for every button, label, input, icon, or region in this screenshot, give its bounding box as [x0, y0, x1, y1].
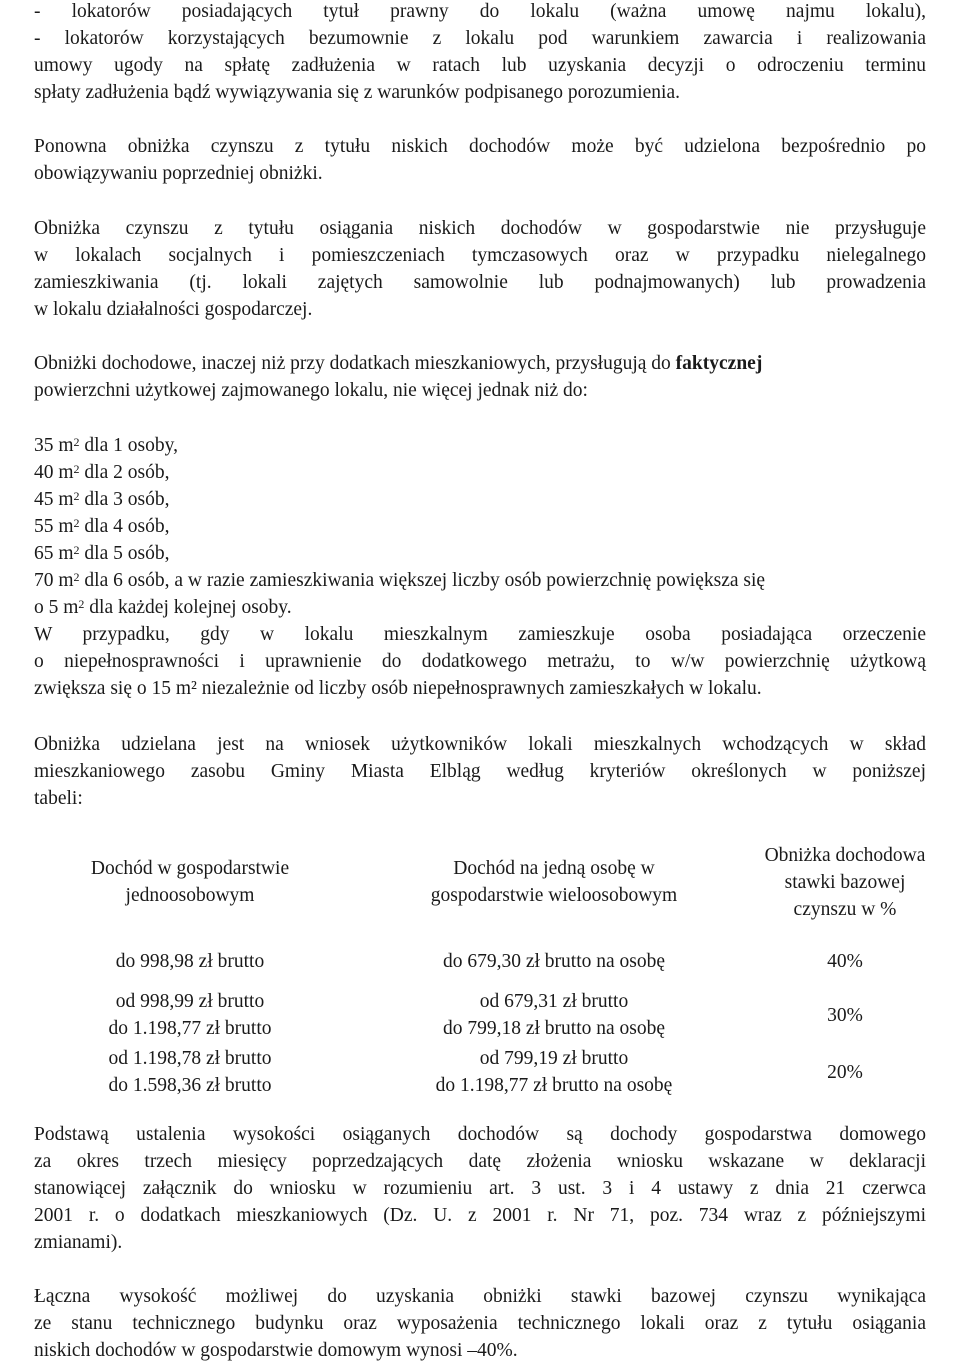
table-cell: 40% — [827, 950, 863, 972]
paragraph-2-line-1: Ponowna obniżka czynszu z tytułu niskich dochodów może być udzielona bezpośrednio po — [34, 136, 926, 157]
paragraph-6-line-2: mieszkaniowego zasobu Gminy Miasta Elbląg według kryteriów określonych w poniższej — [34, 761, 926, 782]
superscript-2: 2 — [73, 516, 80, 530]
area-list-item — [34, 540, 926, 567]
paragraph-5-line-1: W przypadku, gdy w lokalu mieszkalnym zamieszkuje osoba posiadająca orzeczenie — [34, 624, 926, 645]
superscript-2: 2 — [73, 462, 80, 476]
area-value: o 5 m — [34, 597, 79, 618]
area-persons: dla 1 osoby, — [79, 435, 178, 456]
paragraph-7-line-1: Podstawą ustalenia wysokości osiąganych dochodów są dochody gospodarstwa domowego — [34, 1124, 926, 1145]
paragraph-7-line-4: 2001 r. o dodatkach mieszkaniowych (Dz. U. z 2001 r. Nr 71, poz. 734 wraz z późniejszymi — [34, 1205, 926, 1226]
area-value: 65 m — [34, 543, 74, 564]
table-row — [34, 986, 928, 1044]
cell-text: od 998,99 zł brutto — [115, 991, 265, 1012]
paragraph-6-line-3: tabeli: — [34, 788, 83, 809]
table-row — [34, 1044, 928, 1100]
table-cell: do 679,30 zł brutto na osobę — [442, 950, 666, 972]
area-persons: dla 6 osób, a w razie zamieszkiwania większej liczby osób powierzchnię powiększa się — [79, 570, 766, 591]
table-header-row — [34, 828, 928, 936]
paragraph-5-line-3: zwiększa się o 15 m² niezależnie od liczby osób niepełnosprawnych zamieszkałych w lokalu. — [34, 678, 762, 699]
superscript-2: 2 — [73, 489, 80, 503]
paragraph-4-text: Obniżki dochodowe, inaczej niż przy dodatkach mieszkaniowych, przysługują do — [34, 353, 671, 374]
cell-text: do 1.598,36 zł brutto — [108, 1075, 272, 1096]
area-value: 40 m — [34, 462, 74, 483]
table-cell — [346, 1044, 762, 1100]
paragraph-1-line-4: spłaty zadłużenia bądź wywiązywania się z warunków podpisanego porozumienia. — [34, 82, 680, 103]
cell-text: do 1.198,77 zł brutto — [108, 1018, 272, 1039]
area-value: 70 m — [34, 570, 74, 591]
paragraph-1-line-1: - lokatorów posiadających tytuł prawny do lokalu (ważna umowę najmu lokalu), — [34, 1, 926, 22]
header-text: czynszu w % — [793, 898, 897, 920]
area-persons: dla każdej kolejnej osoby. — [84, 597, 292, 618]
area-list-item — [34, 459, 926, 486]
paragraph-8-line-1: Łączna wysokość możliwej do uzyskania obniżki stawki bazowej czynszu wynikająca — [34, 1286, 926, 1307]
paragraph-5-line-2: o niepełnosprawności i uprawnienie do dodatkowego metrażu, to w/w powierzchnię użytkową — [34, 651, 926, 672]
paragraph-1-line-2: - lokatorów korzystających bezumownie z lokalu pod warunkiem zawarcia i realizowania — [34, 28, 926, 49]
paragraph-4-line-2: powierzchni użytkowej zajmowanego lokalu, nie więcej jednak niż do: — [34, 380, 588, 401]
area-list-item — [34, 513, 926, 540]
superscript-2: 2 — [73, 543, 80, 557]
paragraph-3-line-1: Obniżka czynszu z tytułu osiągania niskich dochodów w gospodarstwie nie przysługuje — [34, 218, 926, 239]
area-persons: dla 4 osób, — [79, 516, 170, 537]
discount-table — [34, 828, 928, 1100]
header-discount-percent — [762, 828, 928, 936]
header-single-household — [34, 828, 346, 936]
paragraph-6-line-1: Obniżka udzielana jest na wniosek użytkowników lokali mieszkalnych wchodzących w skład — [34, 734, 926, 755]
paragraph-2-line-2: obowiązywaniu poprzedniej obniżki. — [34, 163, 323, 184]
table-row — [34, 936, 928, 986]
table-cell — [34, 1044, 346, 1100]
table-cell — [346, 986, 762, 1044]
paragraph-3-line-2: w lokalach socjalnych i pomieszczeniach tymczasowych oraz w przypadku nielegalnego — [34, 245, 926, 266]
paragraph-3-line-3: zamieszkiwania (tj. lokali zajętych samowolnie lub podnajmowanych) lub prowadzenia — [34, 272, 926, 293]
paragraph-7-line-5: zmianami). — [34, 1232, 123, 1253]
header-text: stawki bazowej — [784, 871, 906, 893]
paragraph-8-line-3: niskich dochodów w gospodarstwie domowym wynosi –40%. — [34, 1340, 518, 1361]
area-value: 45 m — [34, 489, 74, 510]
emphasis-faktycznej: faktycznej — [675, 353, 763, 374]
table-cell: do 998,98 zł brutto — [115, 950, 265, 972]
paragraph-7-line-2: za okres trzech miesięcy poprzedzających datę złożenia wniosku wskazane w deklaracji — [34, 1151, 926, 1172]
area-list-item — [34, 486, 926, 513]
area-persons: dla 2 osób, — [79, 462, 170, 483]
superscript-2: 2 — [78, 597, 85, 611]
table-cell — [34, 986, 346, 1044]
area-list-item — [34, 594, 926, 621]
paragraph-7-line-3: stanowiącej załącznik do wniosku w rozumieniu art. 3 ust. 3 i 4 ustawy z dnia 21 czerwca — [34, 1178, 926, 1199]
area-list-item — [34, 432, 926, 459]
cell-text: od 679,31 zł brutto — [479, 991, 629, 1012]
paragraph-3-line-4: w lokalu działalności gospodarczej. — [34, 299, 313, 320]
header-text: gospodarstwie wieloosobowym — [430, 885, 678, 906]
superscript-2: 2 — [73, 570, 80, 584]
header-multi-household — [346, 828, 762, 936]
cell-text: do 1.198,77 zł brutto na osobę — [435, 1075, 673, 1096]
cell-text: od 799,19 zł brutto — [479, 1048, 629, 1069]
area-persons: dla 5 osób, — [79, 543, 170, 564]
header-text: Dochód w gospodarstwie — [90, 858, 290, 879]
paragraph-4-line-1 — [34, 350, 926, 377]
paragraph-1-line-3: umowy ugody na spłatę zadłużenia w ratach lub uzyskania decyzji o odroczeniu terminu — [34, 55, 926, 76]
header-text: Obniżka dochodowa — [764, 844, 926, 866]
header-text: jednoosobowym — [125, 885, 255, 906]
cell-text: do 799,18 zł brutto na osobę — [442, 1018, 666, 1039]
superscript-2: 2 — [73, 435, 80, 449]
area-list-item — [34, 567, 926, 594]
area-persons: dla 3 osób, — [79, 489, 170, 510]
table-cell: 30% — [827, 1004, 863, 1026]
cell-text: od 1.198,78 zł brutto — [108, 1048, 272, 1069]
area-value: 55 m — [34, 516, 74, 537]
table-cell: 20% — [827, 1061, 863, 1083]
header-text: Dochód na jedną osobę w — [453, 858, 655, 879]
paragraph-8-line-2: ze stanu technicznego budynku oraz wyposażenia technicznego lokali oraz z tytułu osiągania — [34, 1313, 926, 1334]
area-value: 35 m — [34, 435, 74, 456]
